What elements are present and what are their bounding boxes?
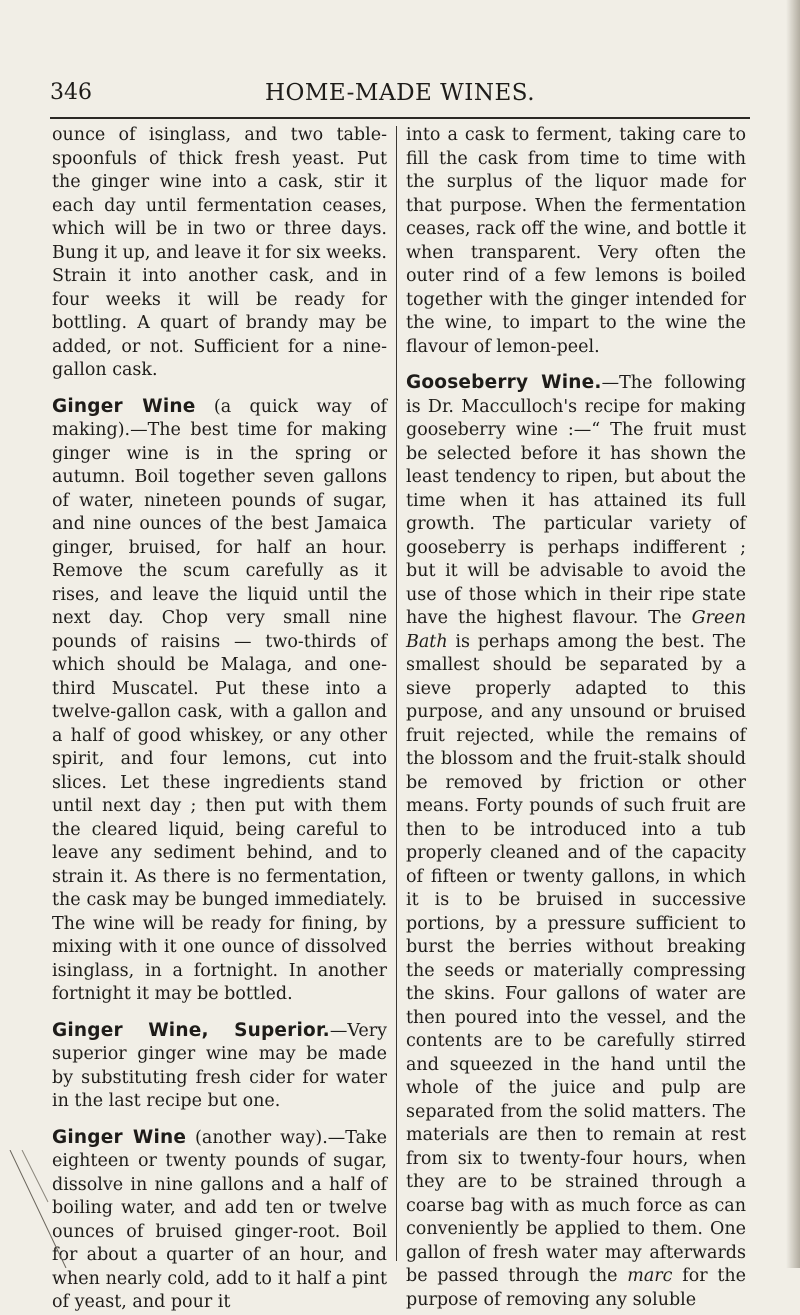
recipe-heading: Ginger Wine, Superior. (52, 1019, 330, 1041)
recipe-heading: Gooseberry Wine. (406, 372, 602, 393)
recipe-text: —Very superior ginger wine may be made by substituting fresh cider for water in the last recipe but one. (52, 1020, 387, 1111)
running-title: HOME-MADE WINES. (264, 80, 536, 106)
italic-term: marc (627, 1266, 673, 1286)
paragraph-ginger-wine-another (52, 1126, 387, 1315)
recipe-text: —The following is Dr. Macculloch's recipe for making gooseberry wine :—“ The fruit must be selected before it has shown the least tendency to ripen, but about the time when it has attained its full growth. The particular variety of gooseberry is perhaps indifferent ; but it will be advisable to avoid the use of those which in their ripe state have the highest flavour. The (406, 373, 746, 628)
page-header (50, 72, 750, 112)
recipe-text: is perhaps among the best. The smallest should be separated by a sieve properly adapted to this purpose, and any unsound or bruised fruit rejected, while the remains of the blossom and the fruit-stalk should be removed by friction or other means. Forty pounds of such fruit are then to be introduced into a tub properly cleaned and of the capacity of fifteen or twenty gallons, in which it is to be bruised in successive portions, by a pressure sufficient to burst the berries without breaking the seeds or materially compressing the skins. Four gallons of water are then poured into the vessel, and the contents are to be carefully stirred and squeezed in the hand until the whole of the juice and pulp are separated from the solid matters. The materials are then to remain at rest from six to twenty-four hours, when they are to be strained through a coarse bag with as much force as can conveniently be applied to them. One gallon of fresh water may afterwards be passed through the (406, 631, 746, 1286)
recipe-heading: Ginger Wine (52, 395, 196, 417)
paragraph-continuation: ounce of isinglass, and two table-spoonfuls of thick fresh yeast. Put the ginger wine into a cask, stir it each day until fermentation ceases, which will be in two or three days. Bung it up, and leave it for six weeks. Strain it into another cask, and in four weeks it will be ready for bottling. A quart of brandy may be added, or not. Sufficient for a nine-gallon cask. (52, 125, 387, 380)
page-edge-shadow (786, 0, 800, 1268)
recipe-text: (another way).—Take eighteen or twenty pounds of sugar, dissolve in nine gallons and a half of boiling water, and add ten or twelve ounces of bruised ginger-root. Boil for about a quarter of an hour, and when nearly cold, add to it half a pint of yeast, and pour it (52, 1127, 387, 1312)
left-column (52, 124, 387, 1315)
recipe-text: for the purpose of removing any soluble (406, 1266, 746, 1310)
header-rule (50, 117, 750, 119)
paragraph-continuation: into a cask to ferment, taking care to fill the cask from time to time with the surplus of the liquor made for that purpose. When the fermentation ceases, rack off the wine, and bottle it when transparent. Very often the outer rind of a few lemons is boiled together with the ginger intended for the wine, to impart to the wine the flavour of lemon-peel. (406, 125, 746, 357)
right-column (406, 124, 746, 1312)
recipe-heading: Ginger Wine (52, 1126, 187, 1148)
paragraph-gooseberry-wine (406, 371, 746, 1312)
page-number: 346 (50, 80, 92, 105)
recipe-text: (a quick way of making).—The best time for making ginger wine is in the spring or autumn. Boil together seven gallons of water, nineteen pounds of sugar, and nine ounces of the best Jamaica ginger, bruised, for half an hour. Remove the scum carefully as it rises, and leave the liquid until the next day. Chop very small nine pounds of raisins — two-thirds of which should be Malaga, and one-third Muscatel. Put these into a twelve-gallon cask, with a gallon and a half of good whiskey, or any other spirit, and four lemons, cut into slices. Let these ingredients stand until next day ; then put with them the cleared liquid, being careful to leave any sediment behind, and to strain it. As there is no fermentation, the cask may be bunged immediately. The wine will be ready for fining, by mixing with it one ounce of dissolved isinglass, in a fortnight. In another fortnight it may be bottled. (52, 396, 387, 1004)
italic-term: Green Bath (406, 608, 746, 652)
page-corner-mark (8, 1150, 68, 1268)
paragraph-ginger-wine-quick (52, 395, 387, 1007)
paragraph-ginger-wine-superior (52, 1019, 387, 1114)
column-divider (396, 126, 397, 1261)
